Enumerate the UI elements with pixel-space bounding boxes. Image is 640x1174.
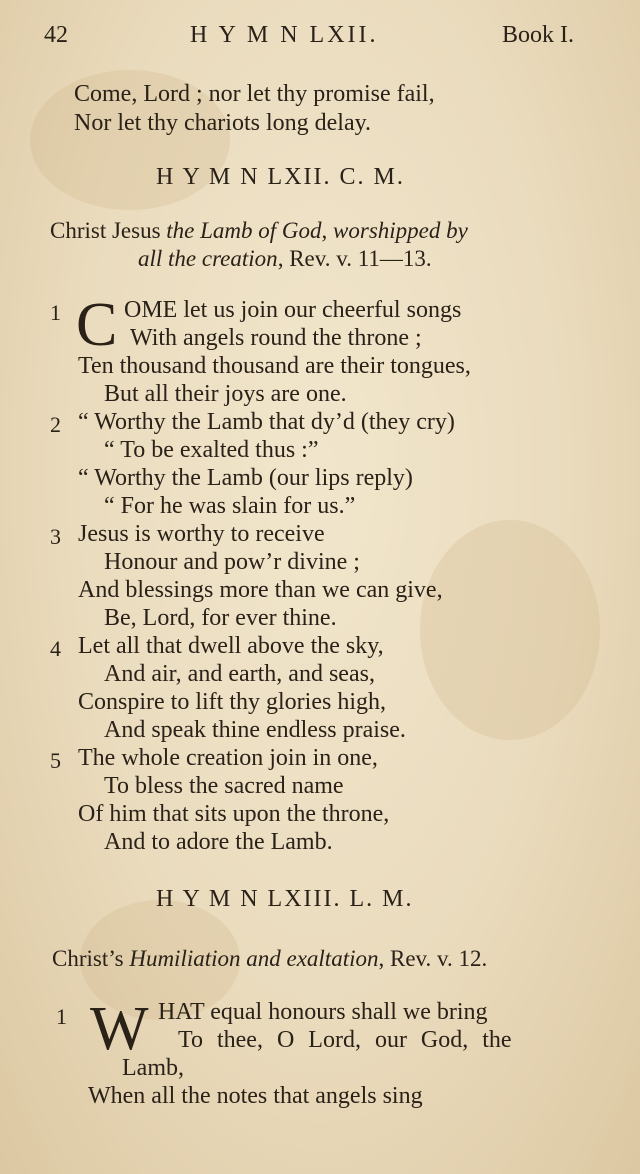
hymn-subtitle-cont: [138, 246, 432, 272]
drop-capital: C: [76, 291, 118, 359]
hymn-title: H Y M N LXIII. L. M.: [156, 886, 414, 912]
verse-line: And air, and earth, and seas,: [104, 661, 375, 687]
verse-line: With angels round the throne ;: [130, 325, 422, 351]
verse-line: To bless the sacred name: [104, 773, 344, 799]
verse-line: To thee, O Lord, our God, the: [178, 1027, 512, 1053]
verse-line: Conspire to lift thy glories high,: [78, 689, 386, 715]
verse-line: Be, Lord, for ever thine.: [104, 605, 337, 631]
drop-capital: W: [90, 995, 149, 1063]
hymn-subtitle: [50, 218, 468, 244]
running-header: [0, 18, 640, 58]
verse-line: HAT equal honours shall we bring: [158, 999, 488, 1025]
verse-line: And speak thine endless praise.: [104, 717, 406, 743]
verse-line: Honour and pow’r divine ;: [104, 549, 360, 575]
verse-line: And blessings more than we can give,: [78, 577, 443, 603]
subtitle-text: , Rev. v. 12.: [378, 946, 488, 971]
page-number: 42: [44, 22, 68, 48]
subtitle-text: Christ Jesus: [50, 218, 167, 243]
hymn-subtitle: [52, 946, 487, 972]
verse-line: Come, Lord ; nor let thy promise fail,: [74, 81, 435, 107]
hymn-title: H Y M N LXII. C. M.: [156, 164, 405, 190]
stanza-number: 1: [56, 1004, 67, 1029]
stanza-number: 5: [50, 748, 61, 773]
verse-line: Jesus is worthy to receive: [78, 521, 325, 547]
verse-line: “ For he was slain for us.”: [104, 493, 356, 519]
verse-line: Ten thousand thousand are their tongues,: [78, 353, 471, 379]
subtitle-text: ,: [321, 218, 334, 243]
verse-line: The whole creation join in one,: [78, 745, 378, 771]
verse-line: Lamb,: [122, 1055, 184, 1081]
subtitle-text: Christ’s: [52, 946, 130, 971]
running-title: H Y M N LXII.: [190, 22, 379, 48]
paper-stain: [420, 520, 600, 740]
subtitle-italic: worshipped by: [333, 218, 468, 243]
verse-line: OME let us join our cheerful songs: [124, 297, 462, 323]
verse-line: When all the notes that angels sing: [88, 1083, 423, 1109]
stanza-number: 1: [50, 300, 61, 325]
verse-line: “ Worthy the Lamb (our lips reply): [78, 465, 413, 491]
subtitle-text: , Rev. v. 11—13.: [277, 246, 432, 271]
verse-line: Nor let thy chariots long delay.: [74, 110, 372, 136]
subtitle-italic: the Lamb of God: [166, 218, 322, 243]
verse-line: And to adore the Lamb.: [104, 829, 333, 855]
verse-line: Let all that dwell above the sky,: [78, 633, 384, 659]
book-label: Book I.: [502, 22, 574, 48]
stanza-number: 3: [50, 524, 61, 549]
stanza-number: 2: [50, 412, 61, 437]
verse-line: “ Worthy the Lamb that dy’d (they cry): [78, 409, 455, 435]
verse-line: But all their joys are one.: [104, 381, 347, 407]
subtitle-italic: Humiliation and exaltation: [129, 946, 379, 971]
verse-line: Of him that sits upon the throne,: [78, 801, 390, 827]
subtitle-italic: all the creation: [138, 246, 278, 271]
verse-line: “ To be exalted thus :”: [104, 437, 319, 463]
stanza-number: 4: [50, 636, 61, 661]
